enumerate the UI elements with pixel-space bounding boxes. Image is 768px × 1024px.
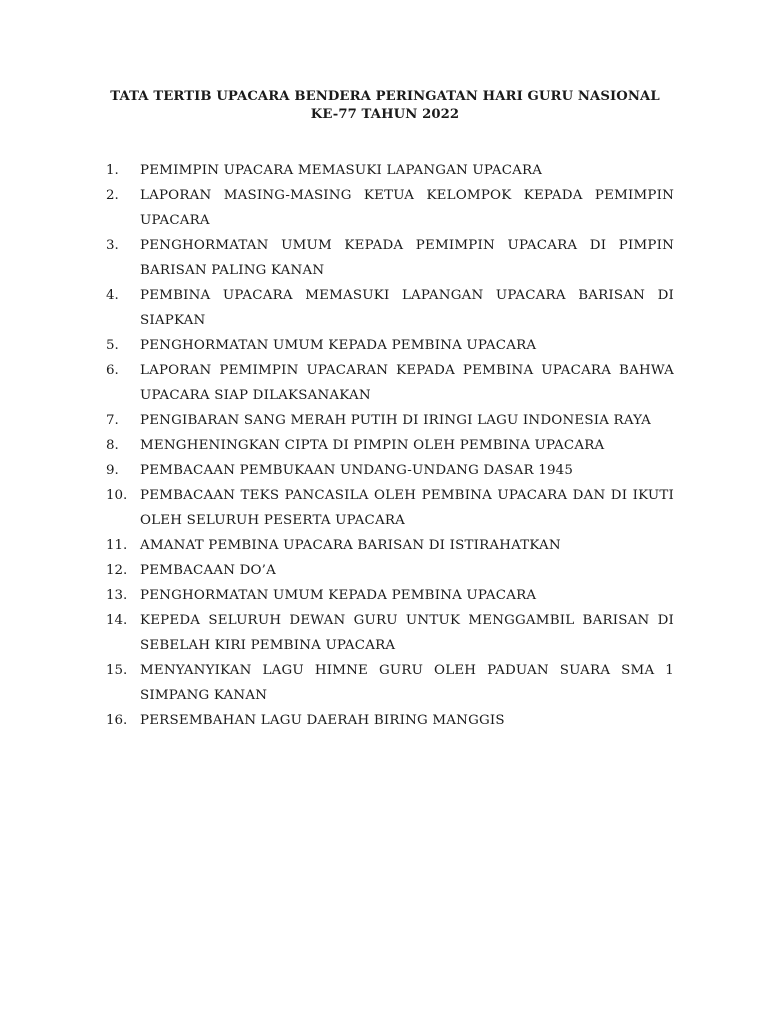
item-text: PENGHORMATAN UMUM KEPADA PEMBINA UPACARA	[140, 588, 537, 603]
list-item	[106, 233, 674, 283]
list-item	[106, 608, 674, 658]
item-text: PEMBINA UPACARA MEMASUKI LAPANGAN UPACARA BARISAN DI SIAPKAN	[140, 288, 674, 328]
item-number: 7.	[106, 413, 119, 428]
item-text: PENGHORMATAN UMUM KEPADA PEMBINA UPACARA	[140, 338, 537, 353]
item-number: 4.	[106, 288, 119, 303]
item-number: 6.	[106, 363, 119, 378]
agenda-list	[106, 158, 674, 733]
list-item	[106, 408, 674, 433]
item-text: PENGIBARAN SANG MERAH PUTIH DI IRINGI LAGU INDONESIA RAYA	[140, 413, 652, 428]
item-number: 13.	[106, 588, 128, 603]
title-line-2: KE-77 TAHUN 2022	[310, 107, 460, 122]
item-text: KEPEDA SELURUH DEWAN GURU UNTUK MENGGAMBIL BARISAN DI SEBELAH KIRI PEMBINA UPACARA	[140, 613, 674, 653]
item-number: 10.	[106, 488, 128, 503]
item-text: PEMBACAAN PEMBUKAAN UNDANG-UNDANG DASAR 1945	[140, 463, 574, 478]
item-number: 16.	[106, 713, 128, 728]
item-text: MENYANYIKAN LAGU HIMNE GURU OLEH PADUAN SUARA SMA 1 SIMPANG KANAN	[140, 663, 674, 703]
document-title	[96, 88, 674, 124]
list-item	[106, 158, 674, 183]
item-text: PENGHORMATAN UMUM KEPADA PEMIMPIN UPACARA DI PIMPIN BARISAN PALING KANAN	[140, 238, 674, 278]
item-number: 14.	[106, 613, 128, 628]
list-item	[106, 558, 674, 583]
item-text: MENGHENINGKAN CIPTA DI PIMPIN OLEH PEMBINA UPACARA	[140, 438, 605, 453]
item-text: PERSEMBAHAN LAGU DAERAH BIRING MANGGIS	[140, 713, 505, 728]
list-item	[106, 708, 674, 733]
item-number: 11.	[106, 538, 128, 553]
item-text: PEMBACAAN DO’A	[140, 563, 277, 578]
list-item	[106, 183, 674, 233]
list-item	[106, 433, 674, 458]
list-item	[106, 333, 674, 358]
list-item	[106, 358, 674, 408]
item-text: PEMIMPIN UPACARA MEMASUKI LAPANGAN UPACARA	[140, 163, 543, 178]
item-number: 12.	[106, 563, 128, 578]
list-item	[106, 533, 674, 558]
list-item	[106, 483, 674, 533]
list-item	[106, 658, 674, 708]
list-item	[106, 458, 674, 483]
item-text: LAPORAN MASING-MASING KETUA KELOMPOK KEPADA PEMIMPIN UPACARA	[140, 188, 674, 228]
title-line-1: TATA TERTIB UPACARA BENDERA PERINGATAN HARI GURU NASIONAL	[110, 89, 660, 104]
item-text: AMANAT PEMBINA UPACARA BARISAN DI ISTIRAHATKAN	[140, 538, 561, 553]
item-number: 1.	[106, 163, 119, 178]
item-number: 5.	[106, 338, 119, 353]
item-number: 3.	[106, 238, 119, 253]
item-number: 8.	[106, 438, 119, 453]
item-number: 9.	[106, 463, 119, 478]
item-text: PEMBACAAN TEKS PANCASILA OLEH PEMBINA UPACARA DAN DI IKUTI OLEH SELURUH PESERTA UPACARA	[140, 488, 674, 528]
item-number: 2.	[106, 188, 119, 203]
item-text: LAPORAN PEMIMPIN UPACARAN KEPADA PEMBINA UPACARA BAHWA UPACARA SIAP DILAKSANAKAN	[140, 363, 674, 403]
item-number: 15.	[106, 663, 128, 678]
list-item	[106, 583, 674, 608]
list-item	[106, 283, 674, 333]
